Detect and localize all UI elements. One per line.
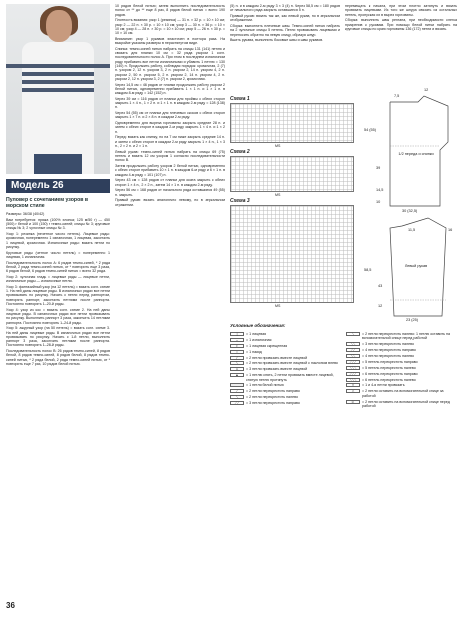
- dimension: 58,5: [364, 268, 372, 272]
- instructions-col-3: [230, 4, 340, 94]
- purl-symbol-icon: –: [230, 338, 244, 342]
- legend-text: = 4 петли перекрестить налево: [362, 353, 415, 358]
- paragraph: Узор 2: чулочная гладь = лицевые ряды — лицевые петли, изнаночные ряды — изнаночные петли.: [6, 274, 110, 284]
- front-back-outline: [390, 96, 448, 206]
- legend-row: [230, 367, 340, 371]
- legend-text: = 1 петлю снять, 2 петли провязать вместе лицевой, снятую петлю протянуть: [246, 373, 334, 382]
- scheme-2-grid: [230, 156, 354, 197]
- decrease-icon: ▲: [230, 373, 244, 377]
- dimension: 14,5: [376, 188, 384, 192]
- legend-row: [346, 360, 456, 364]
- scheme-1-title: Схема 1: [230, 96, 250, 102]
- legend-row: [230, 401, 340, 405]
- cable-back-icon: ⤫: [346, 389, 360, 393]
- paragraph: Левый рукав: темно-синей нитью набрать на спицы 69 (75) петель и вязать 12 см узором 1 согласно последовательности полос В.: [115, 149, 225, 163]
- legend-row: [230, 338, 340, 342]
- legend-row: [346, 400, 456, 409]
- cross-4-left-icon: ⟍⟍: [346, 354, 360, 358]
- repeat-label: MS: [275, 192, 281, 197]
- k3tog-icon: ∧: [230, 367, 244, 371]
- paragraph: Через 43 см = 128 рядов от планки для оката закрыть с обеих сторон 1 × 4 п., 2 × 2 п., затем 14 × 1 п. в каждом 2-м ряду.: [115, 178, 225, 187]
- dimension: 7,5: [394, 94, 400, 98]
- paragraph: Сборка: выполнить швы реглана, при необходимости слегка прикрепив к рукавам. При помощи белой нитки набрать на круговые спицы по краю горловины 136 (172) петли и вязать.: [345, 18, 457, 31]
- legend-col-left: [230, 332, 340, 407]
- legend-text: = 1 и 4-я петли провязать: [362, 383, 405, 388]
- dimension: 12: [424, 88, 429, 92]
- k2tog-icon: /: [230, 356, 244, 360]
- legend-row: [230, 344, 340, 348]
- paragraph: 10 рядов белой нитью; затем выполнить последовательность полос от ** до ** еще 8 раз, 8 рядов белой нитью = всего 190 рядов.: [115, 4, 225, 17]
- scheme-1-grid: [230, 103, 354, 148]
- paragraph: Одновременно для выреза горловины закрыть средние 28 п. и затем с обеих сторон в каждом 2-м ряду закрыть 1 × 4 п. и 1 × 2 п.: [115, 121, 225, 134]
- paragraph: Внимание: узор 1 рукавов эластичен в полтора раза. На выкройке указаны размеры в нерастянутом виде.: [115, 36, 225, 46]
- paragraph: Сборка: выполнить плечевые швы. Темно-синей нитью набрать на 2 чулочные спицы 5 петель. Петли провязывать лицевыми и переносить обратно на левую спицу, образуя шнур.: [230, 23, 340, 37]
- paragraph: Последовательность полос А: 6 рядов темно-синей, * 2 ряда белой, 2 ряда темно-синей нитью, от * повторить еще 3 раза, 6 рядов белой, 6 рядов темно-синей нитью = всего 32 ряда.: [6, 260, 110, 274]
- paragraph: Узор 4: узор из кос = вязать согл. схеме 2. На ней даны лицевые ряды. В изнаночных рядах все петли провязывать по рисунку. Выполнить раппорт 3 раза, закончить 14 петлями раппорта. Постоянно повторять 1–24-й ряды.: [6, 307, 110, 325]
- legend-row: [230, 383, 340, 387]
- paragraph: Через 54 (55) см от планки для плечевых скосов с обеих сторон закрыть 1 × 7 п. и 2 × 8 п. в каждом 2-м ряду.: [115, 111, 225, 120]
- photo-stripe: [22, 88, 94, 92]
- paragraph: Последовательность полос В: 26 рядов темно-синей, 8 рядов белой, 8 рядов темно-синей, 8 рядов белой, 8 рядов темно-синей нитью, * 2 ряда белой, 2 ряда темно-синей нитью, от * повторить еще 7 раз, 10 рядов белой нитью.: [6, 349, 110, 367]
- paragraph: Через 39 см = 116 рядов от планки для проймы с обеих сторон закрыть 1 × 4 п., 1 × 2 п. и 1 × 1 п. в каждом 2-м ряду = 128 (138) п.: [115, 96, 225, 110]
- legend-row: [230, 361, 340, 365]
- paragraph: Узор 5: ажурный узор (на 50 петель) = вязать согл. схеме 3. На ней даны лицевые ряды. В изнаночных рядах все петли провязывать по рисунку. Начать с 1-й петли, выполнить раппорт 3 раза, закончить петлями после раппорта. Постоянно повторять 1–28-й ряды.: [6, 326, 110, 348]
- photo-stripe: [22, 72, 94, 76]
- dimension: 10: [376, 200, 381, 204]
- cross-3-left-icon: ⟍⟍: [346, 342, 360, 346]
- instructions-col-4: [345, 4, 457, 86]
- legend-text: = 2 петли перекрестить направо: [246, 389, 300, 394]
- legend-text: = 5 петель перекрестить направо: [362, 359, 418, 364]
- legend-row: [346, 389, 456, 398]
- photo-stripe: [22, 80, 94, 84]
- paragraph: (5) п. и в каждом 2-м ряду 3 × 3 (4) п. Через 58,5 см = 180 рядов от начального ряда закрыть оставшиеся 5 п.: [230, 4, 340, 13]
- legend-row: [230, 395, 340, 399]
- dimension: 43: [378, 284, 383, 288]
- paragraph: Узор 3: фантазийный узор (на 12 петель) = вязать согл. схеме 1. На ней даны лицевые ряды. В изнаночных рядах все петли провязывать по рисунку. Начать с петли перед раппортом, повторять раппорт, закончить петлями после раппорта. Постоянно повторять 1–20-й ряды.: [6, 284, 110, 306]
- legend-row: [230, 389, 340, 393]
- paragraph: Круговые ряды (четное число петель) = попеременно 1 лицевая, 1 изнаночная.: [6, 250, 110, 259]
- paragraph: Плотность вязания: узор 1 (резинка) — 31 п. × 32 р. = 10 × 10 см; узор 2 — 22 п. × 30 р. = 10 × 10 см; узор 3 — 30 п. × 36 р. = 10 × 10 см; узор 4 — 28 п. × 30 р. = 10 × 10 см; узор 5 — 26 п. × 30 р. = 10 × 10 см.: [115, 18, 225, 36]
- legend-text: = 2 петли оставить на вспомогательной спице перед работой: [362, 399, 450, 408]
- front-back-label: 1/2 переда и спинки: [398, 152, 434, 156]
- photo-stripe: [22, 64, 94, 68]
- cross-4-right-icon: ⟋⟋: [346, 348, 360, 352]
- legend-row: [230, 373, 340, 382]
- photo-jeans: [34, 154, 82, 174]
- yarn-over-icon: ○: [230, 350, 244, 354]
- paragraph: Через 56 см = 168 рядов от начального ряда оставшиеся 49 (55) п. закрыть.: [115, 188, 225, 197]
- paragraph: Вшить рукава, выполнить боковые швы и швы рукавов.: [230, 38, 324, 43]
- dimension: 23 (25): [406, 318, 419, 322]
- page-number: 36: [6, 601, 15, 610]
- cross-3-right-icon: ⟋⟋: [230, 401, 244, 405]
- model-subtitle: Пуловер с сочетанием узоров в морском стиле: [6, 197, 89, 210]
- knit-symbol-icon: |: [230, 332, 244, 336]
- legend-text: = 2 петли оставить на вспомогательной спице за работой: [362, 389, 444, 398]
- legend-text: = 3 петли провязать вместе лицевой: [246, 367, 308, 372]
- legend-text: = 2 петли провязать вместе лицевой с наклоном влево: [246, 361, 338, 366]
- legend-text: = 3 петли перекрестить направо: [246, 401, 300, 406]
- dimension: 16: [448, 228, 453, 232]
- paragraph: Вам потребуется: пряжа (100% хлопка; 125 м/50 г) — 450 (500) г белой и 100 (150) г темно-синей; спицы № 3; круговые спицы № 3; 2 чулочные спицы № 3.: [6, 217, 110, 231]
- cross-left-icon: ⟍: [230, 395, 244, 399]
- pattern-diagram: [360, 88, 456, 328]
- sleeve-label: Левый рукав: [404, 264, 428, 268]
- cross-5-left-icon: ⟍⟍⟍: [346, 366, 360, 370]
- repeat-label: MS: [275, 143, 281, 148]
- legend-row: [346, 372, 456, 376]
- legend-row: [230, 356, 340, 360]
- legend-text: = 1 изнаночная: [246, 337, 272, 342]
- cable-front-icon: ⤪: [346, 400, 360, 404]
- dimension: 39: [376, 166, 381, 170]
- cross-5-right-icon: ⟋⟋⟋: [346, 360, 360, 364]
- cross-6-left-icon: ⟍⟍⟍: [346, 378, 360, 382]
- model-photo: [6, 4, 110, 174]
- paragraph: Размеры: 36/38 (40/42): [6, 212, 45, 216]
- legend-text: = 1 лицевая: [246, 332, 267, 336]
- legend-text: = 1 петля белой нитью: [246, 383, 284, 388]
- legend-row: [346, 348, 456, 352]
- cross-right-icon: ⟋: [230, 389, 244, 393]
- instructions-col-2: [115, 4, 225, 598]
- cross-left-icon: ⟍: [346, 332, 360, 336]
- legend-text: = 3 петли перекрестить налево: [362, 342, 415, 347]
- cross-6-right-icon: ⟋⟋⟋: [346, 372, 360, 376]
- scheme-2-title: Схема 2: [230, 149, 250, 155]
- scheme-3-title: Схема 3: [230, 198, 250, 204]
- legend-col-right: [346, 332, 456, 410]
- dimension: 54 (55): [364, 128, 377, 132]
- instructions-col-1: [6, 212, 110, 598]
- twisted-symbol-icon: ℓ: [230, 344, 244, 348]
- photo-face: [46, 10, 72, 42]
- paragraph: Перед: вязать как спинку, но на 7 см ниже закрыть средние 14 п. и затем с обеих сторон в каждом 2-м ряду закрыть 1 × 4 п., 1 × 3 п., 2 × 2 п. и 2 × 1 п.: [115, 135, 225, 149]
- sewing-pattern: [360, 88, 456, 328]
- dimension: 30 (32,5): [402, 209, 418, 213]
- legend-row: [346, 383, 456, 387]
- legend-title: Условные обозначения:: [230, 323, 286, 328]
- legend-row: [230, 350, 340, 354]
- scheme-3-grid: [230, 205, 354, 308]
- paragraph: Через 14,5 см = 46 рядов от планки продолжить работу узором 2 белой нитью, одновременно прибавить 1 × 1 п. и 1 × 1 п. в каждом 8-м ряду = 142 (152) п.: [115, 82, 225, 96]
- legend-row: [346, 366, 456, 370]
- legend-row: [346, 332, 456, 341]
- legend-row: [346, 378, 456, 382]
- paragraph: перемещать к начала, при этом плотно затянуть и вязать провязать лицевыми. Из того же шнура связать из остальных петель, пропуская их в вырез горловины.: [345, 4, 457, 17]
- knitting-charts: [230, 96, 354, 320]
- model-title: Модель 26: [6, 179, 110, 193]
- special-stitch-icon: ×: [346, 383, 360, 387]
- legend-text: = 6 петель перекрестить направо: [362, 371, 418, 376]
- legend-row: [346, 342, 456, 346]
- legend-row: [346, 354, 456, 358]
- dimension: 11,5: [408, 228, 416, 232]
- paragraph: Узор 1: резинка (нечетное число петель). Лицевые ряды: кромочная, попеременно 1 изнаночная, 1 лицевая, закончить 1 лицевой, кромочная. Изнаночные ряды: вязать петли по рисунку.: [6, 231, 110, 249]
- legend-text: = 1 лицевая скрещенная: [246, 343, 288, 348]
- legend-text: = 2 петли провязать вместе лицевой: [246, 355, 308, 360]
- paragraph: Спинка: темно-синей нитью набрать на спицы 131 (141) петлю и связать для планки 10 см = 32 ряда узором 1 согл. последовательности полос А. При этом в последнем изнаночном ряду прибавить все петли изнаночными и убавить 1 петлю = 130 (140) п. Продолжить работу, соблюдая порядок: кромочная, 2 (7) п. узором 2, 12 п. узором 3, 2 п. узором 2, 14 п. узором 4, 2 п. узором 2, 50 п. узором 5, 2 п. узором 2, 14 п. узором 4, 2 п. узором 2, 12 п. узором 3, 2 (7) п. узором 2, кромочная.: [115, 46, 225, 81]
- repeat-label: MS: [275, 303, 281, 308]
- legend-row: [230, 332, 340, 336]
- paragraph: Правый рукав: вязать аналогично левому, но в зеркальном отражении.: [115, 198, 225, 207]
- legend-text: = 2 петли перекрестить налево: [246, 395, 299, 400]
- dimension: 12: [378, 304, 383, 308]
- legend-text: = 1 накид: [246, 349, 262, 354]
- legend-text: = 4 петли перекрестить направо: [362, 348, 416, 353]
- paragraph: Правый рукав: вязать так же, как левый рукав, но в зеркальном отображении.: [230, 13, 340, 23]
- ssk-icon: \: [230, 361, 244, 365]
- white-stitch-icon: [230, 383, 244, 387]
- legend-text: = 6 петель перекрестить налево: [362, 377, 416, 382]
- legend: [230, 324, 457, 600]
- legend-text: = 2 петли перекрестить налево: 1 петлю оставить на вспомогательной спице перед работой: [362, 332, 451, 341]
- paragraph: Затем продолжить работу узором 2 белой нитью, одновременно с обеих сторон прибавить 10 × 1 п. в каждом 6-м ряду и 6 × 1 п. в каждом 4-м ряду = 101 (107) п.: [115, 164, 225, 177]
- legend-text: = 5 петель перекрестить налево: [362, 365, 416, 370]
